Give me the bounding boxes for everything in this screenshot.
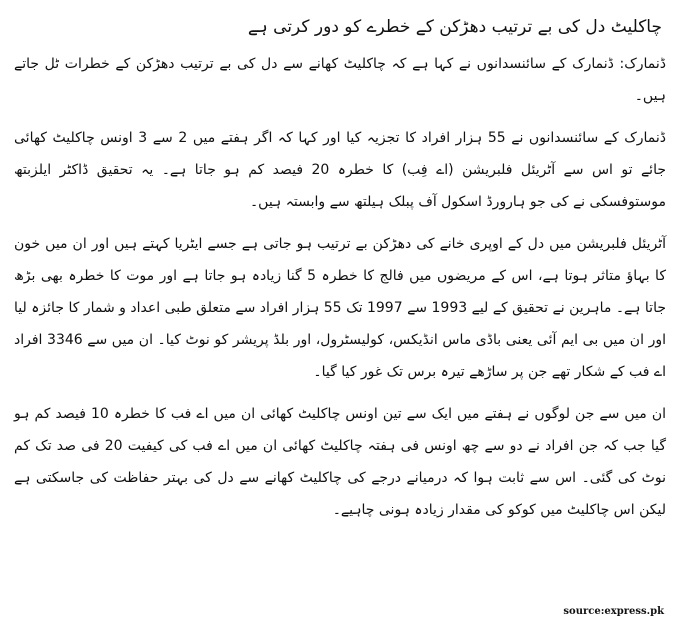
article-headline: چاکلیٹ دل کی بے ترتیب دھڑکن کے خطرے کو دور کرتی ہے [247, 17, 662, 37]
article-paragraph-1: ڈنمارک: ڈنمارک کے سائنسدانوں نے کہا ہے کہ چاکلیٹ کھانے سے دل کی بے ترتیب دھڑکن کے خطرات ٹل جاتے ہیں۔ [14, 56, 666, 104]
news-article [14, 14, 666, 536]
article-paragraph-4: ان میں سے جن لوگوں نے ہفتے میں ایک سے تین اونس چاکلیٹ کھائی ان میں اے فب کا خطرہ 10 فیصد کم ہو گیا جب کہ جن افراد نے دو سے چھ اونس فی ہفتہ چاکلیٹ کھائی ان میں اے فب کی کیفیت 20 فی صد تک کم نوٹ کی گئی۔ اس سے ثابت ہوا کہ درمیانے درجے کی چاکلیٹ کھانے سے دل کی بہتر حفاظت کی جاسکتی ہے لیکن اس چاکلیٹ میں کوکو کی مقدار زیادہ ہونی چاہیے۔ [14, 406, 667, 518]
article-paragraph-2: ڈنمارک کے سائنسدانوں نے 55 ہزار افراد کا تجزیہ کیا اور کہا کہ اگر ہفتے میں 2 سے 3 اونس چاکلیٹ کھائی جائے تو اس سے آٹریئل فلبریشن (اے فِب) کا خطرہ 20 فیصد کم ہو جاتا ہے۔ یہ تحقیق ڈاکٹر ایلزبتھ موستوفسکی نے کی جو ہارورڈ اسکول آف پبلک ہیلتھ سے وابستہ ہیں۔ [14, 130, 666, 210]
article-paragraph-3: آٹریئل فلبریشن میں دل کے اوپری خانے کی دھڑکن بے ترتیب ہو جاتی ہے جسے ایٹریا کہتے ہیں اور ان میں خون کا بہاؤ متاثر ہوتا ہے، اس کے مریضوں میں فالج کا خطرہ 5 گنا زیادہ ہو جاتا ہے اور موت کا خطرہ بھی بڑھ جاتا ہے۔ ماہرین نے تحقیق کے لیے 1993 سے 1997 تک 55 ہزار افراد سے متعلق طبی اعداد و شمار کا جائزہ لیا اور ان میں بی ایم آئی یعنی باڈی ماس انڈیکس، کولیسٹرول، اور بلڈ پریشر کو نوٹ کیا۔ ان میں سے 3346 افراد اے فب کے شکار تھے جن پر ساڑھے تیرہ برس تک غور کیا گیا۔ [14, 236, 667, 380]
source-credit: source:express.pk [563, 606, 664, 617]
